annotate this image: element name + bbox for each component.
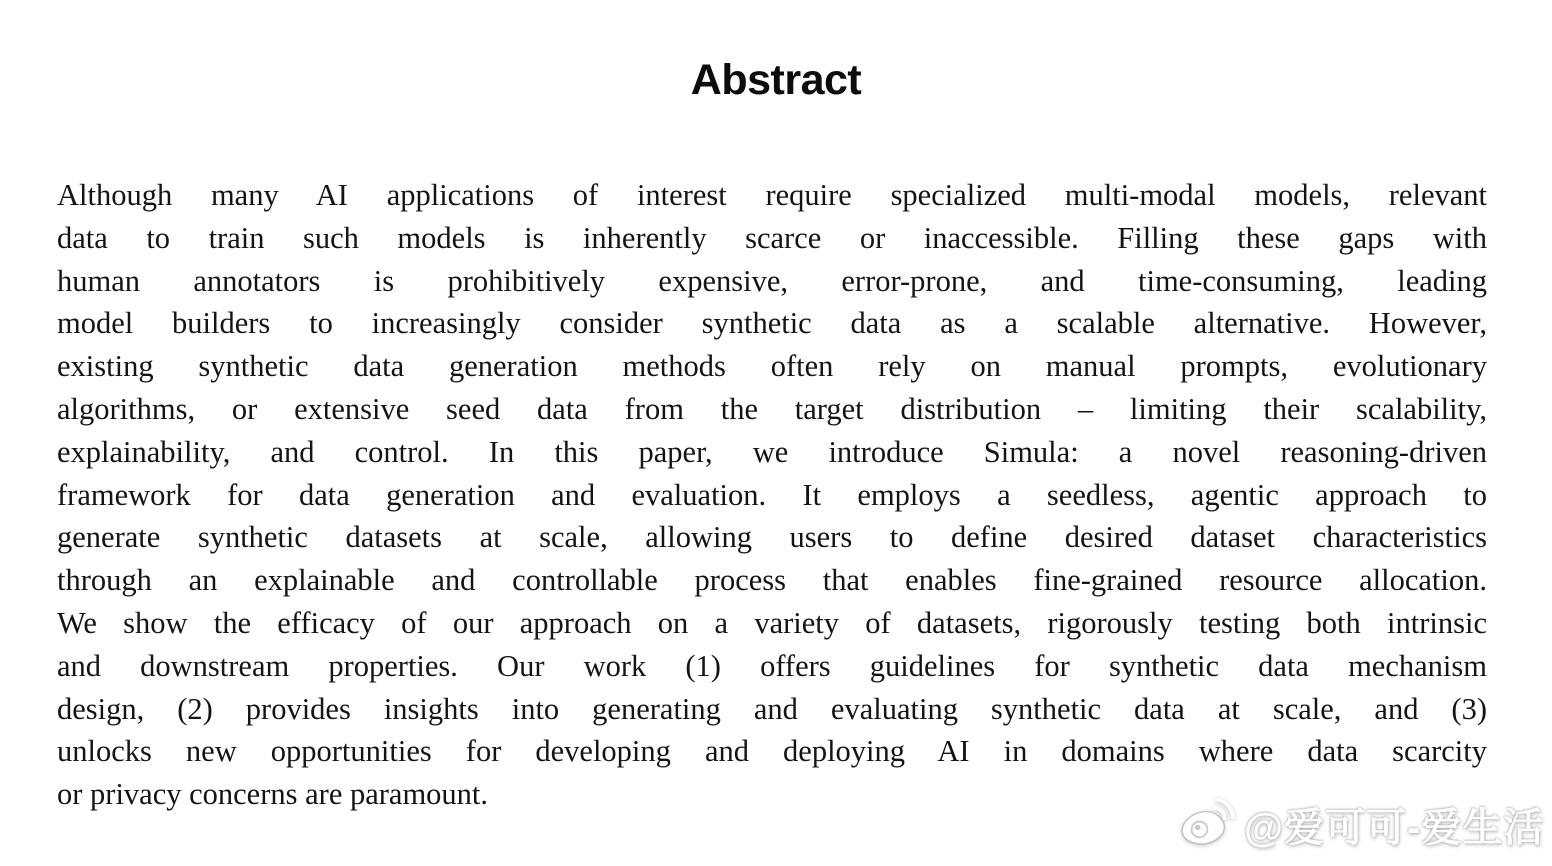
watermark-text: @爱可可-爱生活 bbox=[1244, 805, 1545, 850]
abstract-line: model builders to increasingly consider synthetic data as a scalable alternative. However, bbox=[57, 306, 1487, 341]
abstract-line: design, (2) provides insights into generating and evaluating synthetic data at scale, and (3) bbox=[57, 691, 1487, 726]
abstract-line: generate synthetic datasets at scale, allowing users to define desired dataset characteristics bbox=[57, 520, 1487, 555]
abstract-line: data to train such models is inherently scarce or inaccessible. Filling these gaps with bbox=[57, 220, 1487, 255]
abstract-line: We show the efficacy of our approach on a variety of datasets, rigorously testing both intrinsic bbox=[57, 605, 1487, 640]
abstract-line: Although many AI applications of interest require specialized multi-modal models, relevant bbox=[57, 178, 1487, 212]
abstract-line: existing synthetic data generation methods often rely on manual prompts, evolutionary bbox=[57, 349, 1487, 384]
abstract-line: or privacy concerns are paramount. bbox=[57, 777, 489, 812]
abstract-line: unlocks new opportunities for developing and deploying AI in domains where data scarcity bbox=[57, 734, 1487, 769]
abstract-line: human annotators is prohibitively expensive, error-prone, and time-consuming, leading bbox=[57, 263, 1487, 298]
abstract-heading: Abstract bbox=[690, 56, 862, 104]
abstract-line: and downstream properties. Our work (1) offers guidelines for synthetic data mechanism bbox=[57, 648, 1487, 683]
abstract-line: explainability, and control. In this paper, we introduce Simula: a novel reasoning-driven bbox=[57, 434, 1487, 469]
abstract-line: through an explainable and controllable process that enables fine-grained resource allocation. bbox=[57, 563, 1487, 598]
abstract-line: framework for data generation and evaluation. It employs a seedless, agentic approach to bbox=[57, 477, 1487, 512]
abstract-line: algorithms, or extensive seed data from the target distribution – limiting their scalability, bbox=[57, 391, 1487, 426]
abstract-paragraph bbox=[57, 174, 1487, 816]
